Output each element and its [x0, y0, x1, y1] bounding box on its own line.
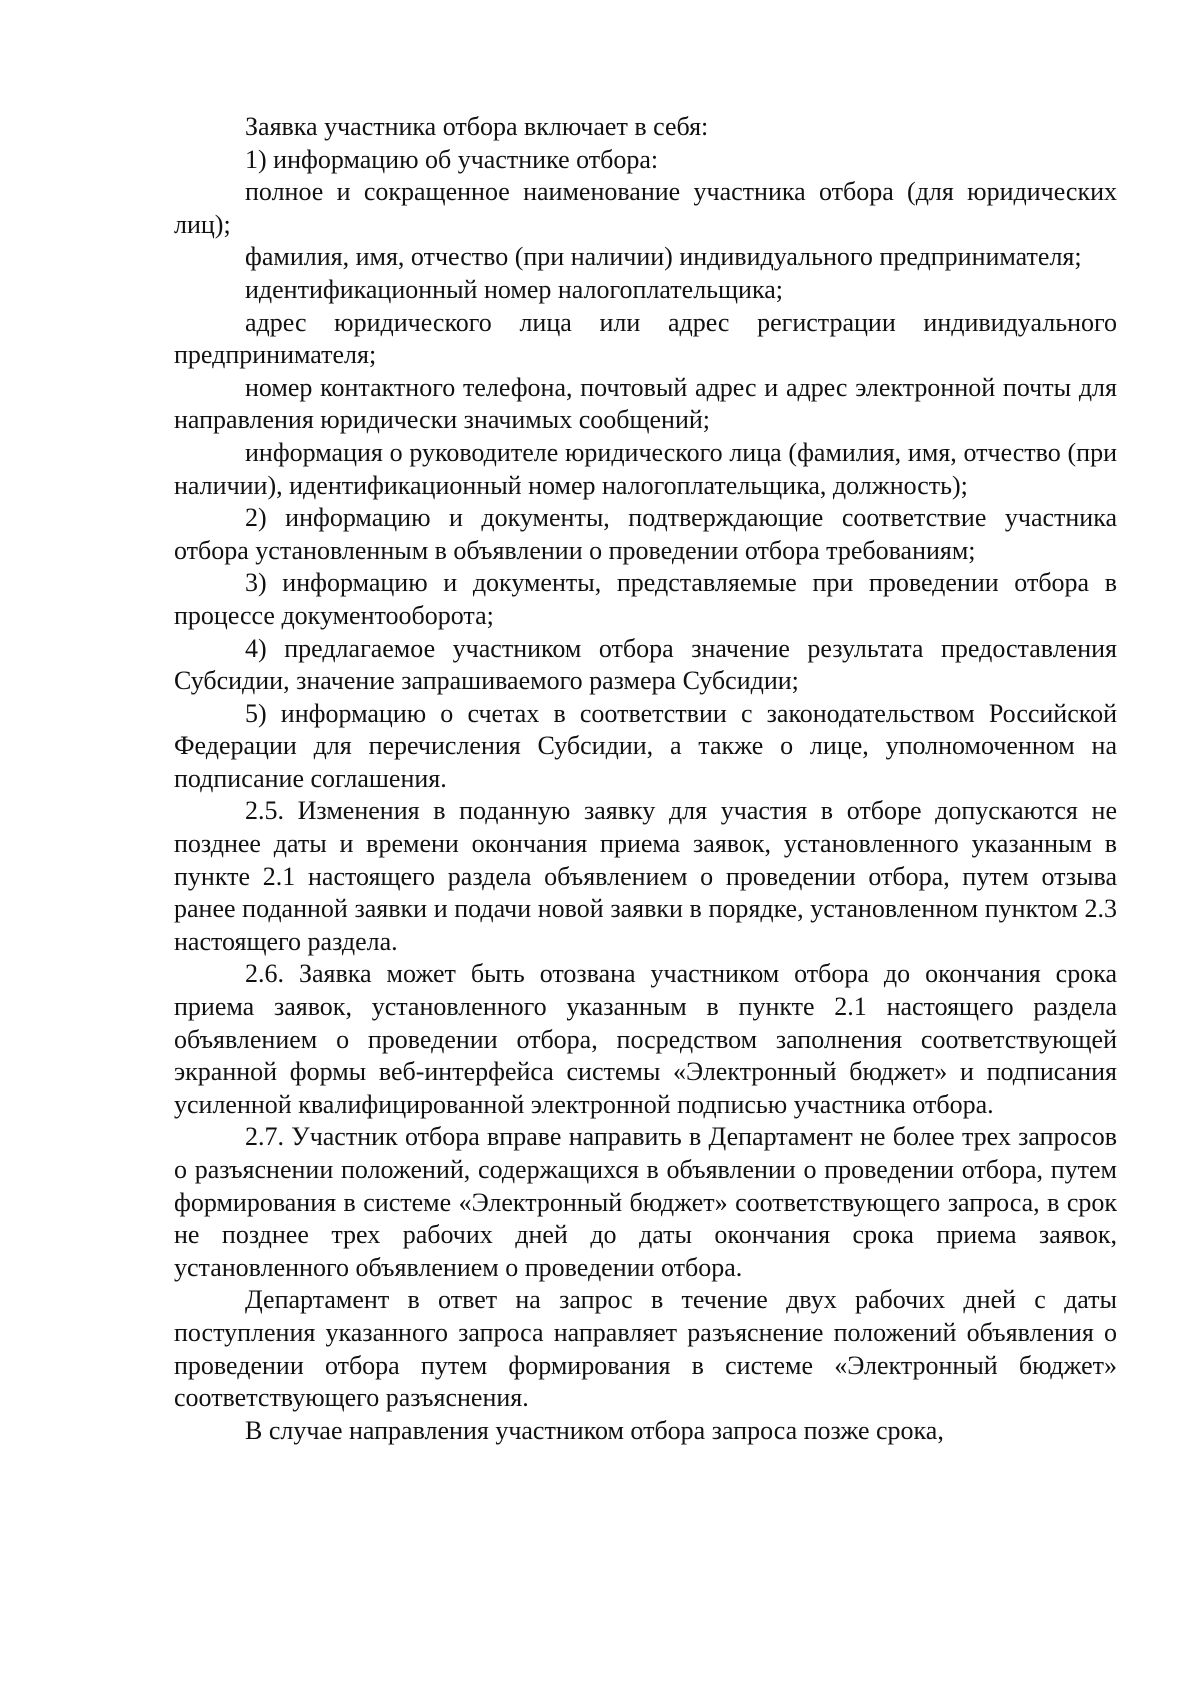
paragraph: В случае направления участником отбора запроса позже срока, [245, 1415, 944, 1445]
paragraph: Заявка участника отбора включает в себя: [245, 112, 709, 141]
paragraph: 2.5. Изменения в поданную заявку для участия в отборе допускаются не позднее даты и времени окончания приема заявок, установленного указанным в пункте 2.1 настоящего раздела объявлением о проведении отбора, путем отзыва ранее поданной заявки и подачи новой заявки в порядке, установленном пунктом 2.3 настоящего раздела. [174, 796, 1117, 956]
paragraph: информация о руководителе юридического лица (фамилия, имя, отчество (при наличии), идентификационный номер налогоплательщика, должность); [174, 437, 1117, 500]
paragraph: 2) информацию и документы, подтверждающие соответствие участника отбора установленным в объявлении о проведении отбора требованиям; [174, 503, 1117, 565]
paragraph: Департамент в ответ на запрос в течение двух рабочих дней с даты поступления указанного запроса направляет разъяснение положений объявления о проведении отбора путем формирования в системе «Электронный бюджет» соответствующего разъяснения. [174, 1285, 1117, 1413]
paragraph: 2.7. Участник отбора вправе направить в Департамент не более трех запросов о разъяснении положений, содержащихся в объявлении о проведении отбора, путем формирования в системе «Электронный бюджет» соответствующего запроса, в срок не позднее трех рабочих дней до даты окончания срока приема заявок, установленного объявлением о проведении отбора. [174, 1122, 1117, 1282]
paragraph: адрес юридического лица или адрес регистрации индивидуального предпринимателя; [174, 307, 1117, 370]
paragraph: 5) информацию о счетах в соответствии с законодательством Российской Федерации для перечисления Субсидии, а также о лице, уполномоченном на подписание соглашения. [174, 698, 1117, 793]
paragraph: 3) информацию и документы, представляемые при проведении отбора в процессе документооборота; [174, 568, 1117, 630]
paragraph: идентификационный номер налогоплательщика; [245, 274, 783, 304]
paragraph: полное и сокращенное наименование участника отбора (для юридических лиц); [174, 177, 1117, 239]
paragraph: 2.6. Заявка может быть отозвана участником отбора до окончания срока приема заявок, установленного указанным в пункте 2.1 настоящего раздела объявлением о проведении отбора, посредством заполнения соответствующей экранной формы веб-интерфейса системы «Электронный бюджет» и подписания усиленной квалифицированной электронной подписью участника отбора. [174, 959, 1117, 1119]
paragraph: фамилия, имя, отчество (при наличии) индивидуального предпринимателя; [245, 242, 1082, 272]
document-body [174, 111, 1117, 1447]
paragraph: 4) предлагаемое участником отбора значение результата предоставления Субсидии, значение запрашиваемого размера Субсидии; [174, 633, 1117, 696]
paragraph: 1) информацию об участнике отбора: [245, 144, 659, 174]
paragraph: номер контактного телефона, почтовый адрес и адрес электронной почты для направления юридически значимых сообщений; [174, 372, 1117, 435]
